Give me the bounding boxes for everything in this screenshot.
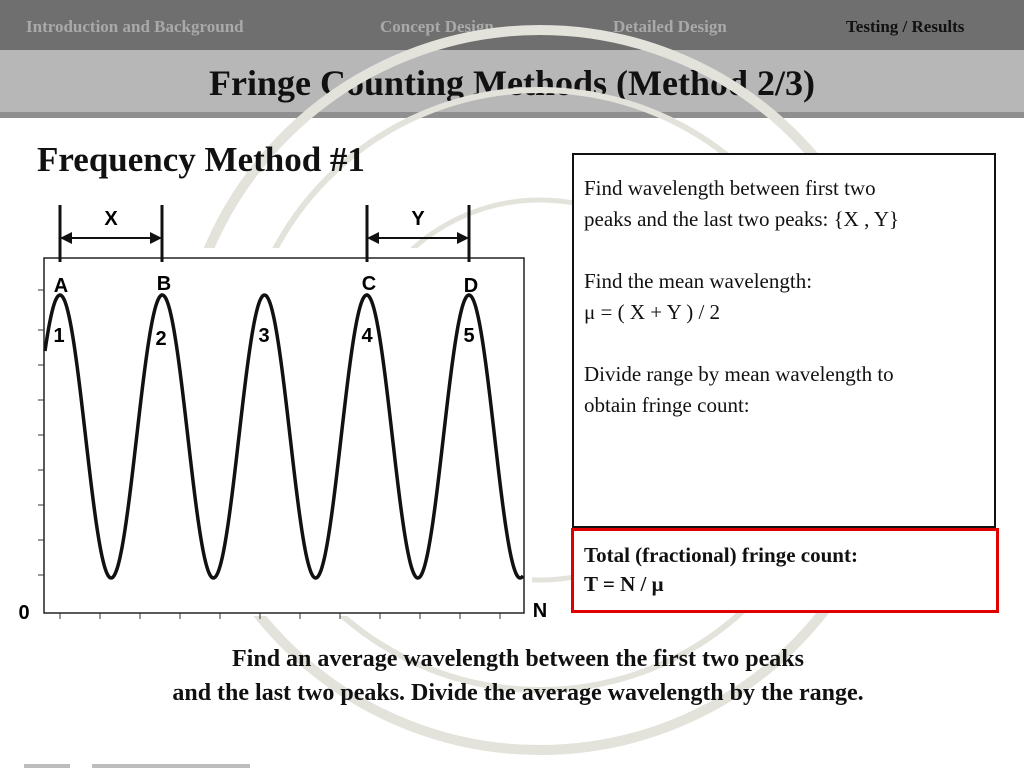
caption-line-2: and the last two peaks. Divide the average wavelength by the range. [172, 680, 864, 706]
explanation-line: peaks and the last two peaks: {X , Y} [584, 207, 900, 231]
footer-divider [24, 764, 70, 768]
fringe-waveform-diagram [0, 190, 560, 630]
nav-concept-design[interactable]: Concept Design [380, 17, 494, 36]
caption [0, 642, 1024, 710]
section-heading: Frequency Method #1 [37, 140, 365, 179]
axis-start-label: 0 [18, 602, 30, 624]
result-label: Total (fractional) fringe count: [584, 543, 858, 567]
peak-number-1: 1 [53, 325, 65, 347]
nav-testing-results[interactable]: Testing / Results [846, 17, 965, 36]
result-box [571, 528, 999, 613]
peak-number-3: 3 [258, 325, 270, 347]
result-formula: T = N / μ [584, 572, 664, 596]
formula-mean-wavelength: μ = ( X + Y ) / 2 [584, 300, 721, 324]
explanation-line: obtain fringe count: [584, 393, 750, 417]
peak-label-a: A [53, 275, 69, 297]
peak-number-2: 2 [155, 328, 167, 350]
peak-label-c: C [361, 273, 377, 295]
span-label-x: X [104, 208, 118, 230]
footer-divider [92, 764, 250, 768]
plot-background [40, 248, 532, 616]
slide-title: Fringe Counting Methods (Method 2/3) [209, 63, 815, 103]
title-bar [0, 50, 1024, 118]
peak-number-4: 4 [361, 325, 373, 347]
peak-label-d: D [463, 275, 479, 297]
span-label-y: Y [411, 208, 425, 230]
axis-end-label: N [532, 600, 548, 622]
explanation-box [572, 153, 996, 528]
nav-detailed-design[interactable]: Detailed Design [613, 17, 727, 36]
explanation-line: Find wavelength between first two [584, 176, 876, 200]
peak-number-5: 5 [463, 325, 475, 347]
nav-introduction-and-background[interactable]: Introduction and Background [26, 17, 244, 36]
peak-label-b: B [156, 273, 172, 295]
caption-line-1: Find an average wavelength between the first two peaks [232, 646, 804, 672]
explanation-line: Divide range by mean wavelength to [584, 362, 894, 386]
top-navigation [0, 0, 1024, 50]
explanation-line: Find the mean wavelength: [584, 269, 813, 293]
